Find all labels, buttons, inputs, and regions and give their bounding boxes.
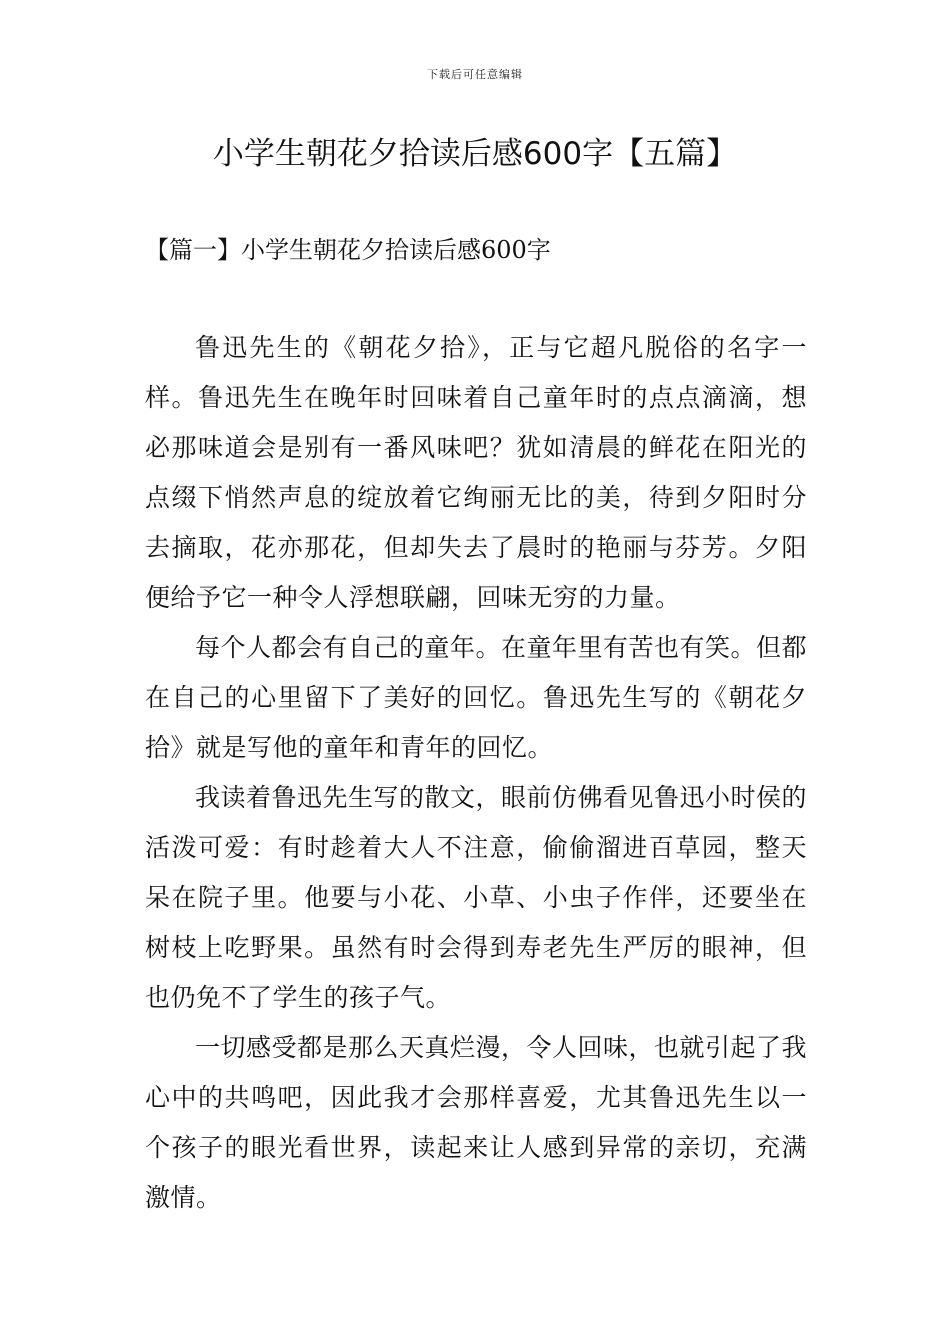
- header-note: 下载后可任意编辑: [427, 68, 523, 81]
- paragraph: 鲁迅先生的《朝花夕拾》，正与它超凡脱俗的名字一样。鲁迅先生在晚年时回味着自己童年时的点点滴滴，想必那味道会是别有一番风味吧？犹如清晨的鲜花在阳光的点缀下悄然声息的绽放着它绚丽无比的美，待到夕阳时分去摘取，花亦那花，但却失去了晨时的艳丽与芬芳。夕阳便给予它一种令人浮想联翩，回味无穷的力量。: [145, 333, 807, 612]
- document-title: 小学生朝花夕拾读后感600字【五篇】: [212, 136, 738, 172]
- section-heading: 【篇一】小学生朝花夕拾读后感600字: [145, 236, 551, 264]
- paragraph: 每个人都会有自己的童年。在童年里有苦也有笑。但都在自己的心里留下了美好的回忆。鲁迅先生写的《朝花夕拾》就是写他的童年和青年的回忆。: [145, 633, 808, 762]
- paragraph: 一切感受都是那么天真烂漫，令人回味，也就引起了我心中的共鸣吧，因此我才会那样喜爱，尤其鲁迅先生以一个孩子的眼光看世界，读起来让人感到异常的亲切，充满激情。: [145, 1033, 808, 1212]
- paragraph: 我读着鲁迅先生写的散文，眼前仿佛看见鲁迅小时侯的活泼可爱：有时趁着大人不注意，偷偷溜进百草园，整天呆在院子里。他要与小花、小草、小虫子作伴，还要坐在树枝上吃野果。虽然有时会得到寿老先生严厉的眼神，但也仍免不了学生的孩子气。: [145, 783, 808, 1012]
- body-text: [145, 323, 807, 1223]
